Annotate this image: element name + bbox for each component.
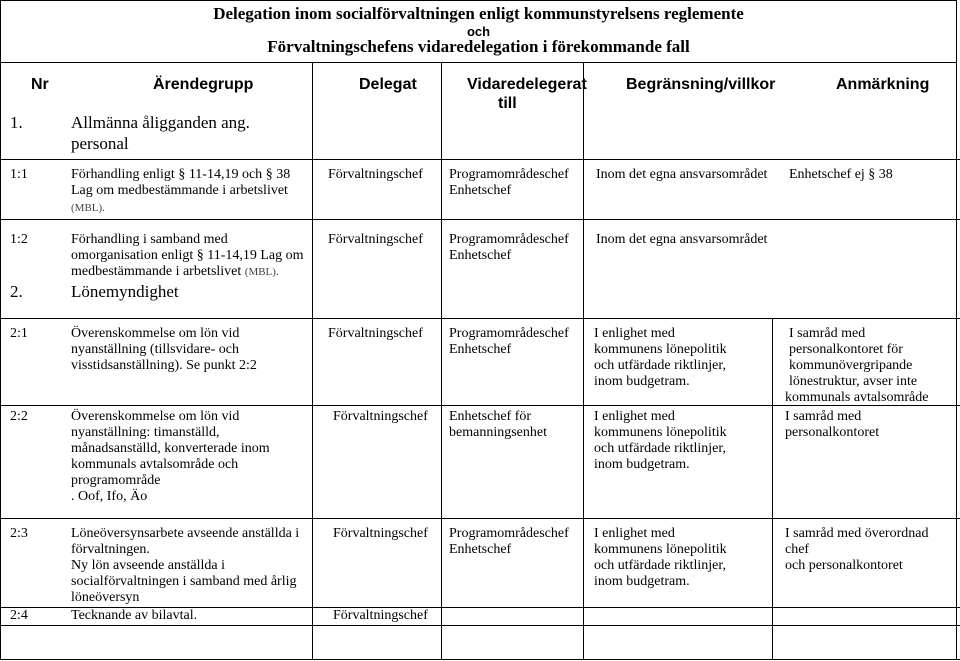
row-1-1-anmarkning: Enhetschef ej § 38 <box>789 167 893 182</box>
row-2-3-anmarkning-1: I samråd med överordnad <box>785 526 929 541</box>
row-1-1-arende-line2: Lag om medbestämmande i arbetslivet <box>71 183 288 198</box>
row-1-2-arende: Förhandling i samband med <box>71 232 228 247</box>
row-1-2-begransning: Inom det egna ansvarsområdet <box>596 232 768 247</box>
row-2-3-delegat: Förvaltningschef <box>333 526 428 541</box>
column-divider <box>583 63 584 659</box>
row-2-3-nr: 2:3 <box>10 526 28 541</box>
table-left-border <box>0 63 1 660</box>
row-2-2-nr: 2:2 <box>10 409 28 424</box>
header-vidaredelegerat: Vidaredelegerat <box>467 76 587 93</box>
section-2-number: 2. <box>10 282 23 301</box>
section-1-title: Allmänna åligganden ang. <box>71 113 250 132</box>
row-1-2-delegat: Förvaltningschef <box>328 232 423 247</box>
row-2-1-anmarkning-3: kommunövergripande <box>789 358 913 373</box>
row-2-1-begransning-1: I enlighet med <box>594 326 675 341</box>
column-divider <box>441 63 442 659</box>
paragraph-symbol: § <box>178 167 186 182</box>
row-2-1-anmarkning-4: lönestruktur, avser inte <box>789 374 918 389</box>
row-2-2-delegat: Förvaltningschef <box>333 409 428 424</box>
row-2-1-anmarkning-2: personalkontoret för <box>789 342 903 357</box>
table-right-border <box>956 63 957 660</box>
row-divider <box>0 625 960 626</box>
row-2-3-arende-line3: Ny lön avseende anställda i <box>71 558 225 573</box>
header-arendegrupp: Ärendegrupp <box>153 76 254 93</box>
row-2-2-begransning-4: inom budgetram. <box>594 457 690 472</box>
row-2-4-delegat: Förvaltningschef <box>333 608 428 623</box>
row-divider <box>0 219 960 220</box>
row-1-1-vidaredelegat-1: Programområdeschef <box>449 167 569 182</box>
paragraph-symbol: § <box>265 167 273 182</box>
row-divider <box>0 318 960 319</box>
row-2-2-begransning-3: och utfärdade riktlinjer, <box>594 441 726 456</box>
header-begransning: Begränsning/villkor <box>626 76 776 93</box>
row-2-2-begransning-2: kommunens lönepolitik <box>594 425 727 440</box>
row-2-3-arende-line5: löneöversyn <box>71 590 140 605</box>
row-2-1-arende-line2: nyanställning (tillsvidare- och <box>71 342 239 357</box>
row-1-1-begransning: Inom det egna ansvarsområdet <box>596 167 768 182</box>
row-2-2-arende-line3: månadsanställd, konverterade inom <box>71 441 270 456</box>
row-2-2-begransning-1: I enlighet med <box>594 409 675 424</box>
row-2-3-arende: Löneöversynsarbete avseende anställda i <box>71 526 300 541</box>
row-2-2-vidaredelegat-1: Enhetschef för <box>449 409 532 424</box>
row-2-1-vidaredelegat-2: Enhetschef <box>449 342 512 357</box>
row-1-1-nr: 1:1 <box>10 167 28 182</box>
section-1-number: 1. <box>10 113 23 132</box>
row-divider <box>0 518 960 519</box>
row-2-3-arende-line2: förvaltningen. <box>71 542 150 557</box>
row-1-1-arende-line3: (MBL). <box>71 202 105 214</box>
row-1-1-delegat: Förvaltningschef <box>328 167 423 182</box>
row-2-1-arende: Överenskommelse om lön vid <box>71 326 240 341</box>
row-1-2-vidaredelegat-1: Programområdeschef <box>449 232 569 247</box>
row-2-3-begransning-4: inom budgetram. <box>594 574 690 589</box>
row-2-3-anmarkning-2: chef <box>785 542 810 557</box>
row-2-1-anmarkning-5: kommunals avtalsområde <box>785 390 929 405</box>
table-bottom-border <box>0 659 960 660</box>
row-2-2-arende-line4: kommunals avtalsområde och <box>71 457 239 472</box>
row-2-1-delegat: Förvaltningschef <box>328 326 423 341</box>
row-2-2-anmarkning-2: personalkontoret <box>785 425 880 440</box>
row-2-3-anmarkning-3: och personalkontoret <box>785 558 903 573</box>
title-line-2: och <box>466 24 491 39</box>
section-2-title: Lönemyndighet <box>71 282 179 301</box>
document-title-box <box>0 0 957 63</box>
column-divider <box>312 63 313 659</box>
paragraph-symbol: § <box>868 167 876 182</box>
row-2-1-arende-line3: visstidsanställning). Se punkt 2:2 <box>71 358 257 373</box>
column-divider <box>772 318 773 659</box>
header-vidaredelegerat-till: till <box>498 95 517 112</box>
row-2-3-arende-line4: socialförvaltningen i samband med årlig <box>71 574 297 589</box>
header-anmarkning: Anmärkning <box>836 76 930 93</box>
row-2-1-anmarkning-1: I samråd med <box>789 326 866 341</box>
row-2-3-begransning-2: kommunens lönepolitik <box>594 542 727 557</box>
section-1-title-cont: personal <box>71 134 129 153</box>
row-2-3-begransning-3: och utfärdade riktlinjer, <box>594 558 726 573</box>
row-2-2-anmarkning-1: I samråd med <box>785 409 862 424</box>
row-1-2-nr: 1:2 <box>10 232 28 247</box>
row-2-4-nr: 2:4 <box>10 608 28 623</box>
row-2-2-arende-line5: programområde <box>71 473 161 488</box>
header-nr: Nr <box>31 76 49 93</box>
row-1-2-arende-line3: medbestämmande i arbetslivet (MBL). <box>71 264 279 279</box>
row-2-2-arende: Överenskommelse om lön vid <box>71 409 240 424</box>
row-2-4-arende: Tecknande av bilavtal. <box>71 608 198 623</box>
row-2-1-vidaredelegat-1: Programområdeschef <box>449 326 569 341</box>
row-1-1-vidaredelegat-2: Enhetschef <box>449 183 512 198</box>
row-2-1-begransning-4: inom budgetram. <box>594 374 690 389</box>
row-2-1-begransning-3: och utfärdade riktlinjer, <box>594 358 726 373</box>
row-2-2-arende-line6: . Oof, Ifo, Äo <box>71 489 148 504</box>
row-2-3-begransning-1: I enlighet med <box>594 526 675 541</box>
row-divider <box>0 159 960 160</box>
title-line-1: Delegation inom socialförvaltningen enligt kommunstyrelsens reglemente <box>213 4 744 23</box>
row-1-2-arende-line2: omorganisation enligt § 11-14,19 Lag om <box>71 248 304 263</box>
row-2-3-vidaredelegat-1: Programområdeschef <box>449 526 569 541</box>
title-line-3: Förvaltningschefens vidaredelegation i förekommande fall <box>267 37 690 56</box>
row-2-2-arende-line2: nyanställning: timanställd, <box>71 425 220 440</box>
row-2-1-nr: 2:1 <box>10 326 28 341</box>
header-delegat: Delegat <box>359 76 417 93</box>
row-2-2-vidaredelegat-2: bemanningsenhet <box>449 425 547 440</box>
paragraph-symbol: § <box>196 248 204 263</box>
row-2-1-begransning-2: kommunens lönepolitik <box>594 342 727 357</box>
row-1-1-arende: Förhandling enligt § 11-14,19 och § 38 <box>71 167 291 182</box>
row-2-3-vidaredelegat-2: Enhetschef <box>449 542 512 557</box>
row-1-2-vidaredelegat-2: Enhetschef <box>449 248 512 263</box>
